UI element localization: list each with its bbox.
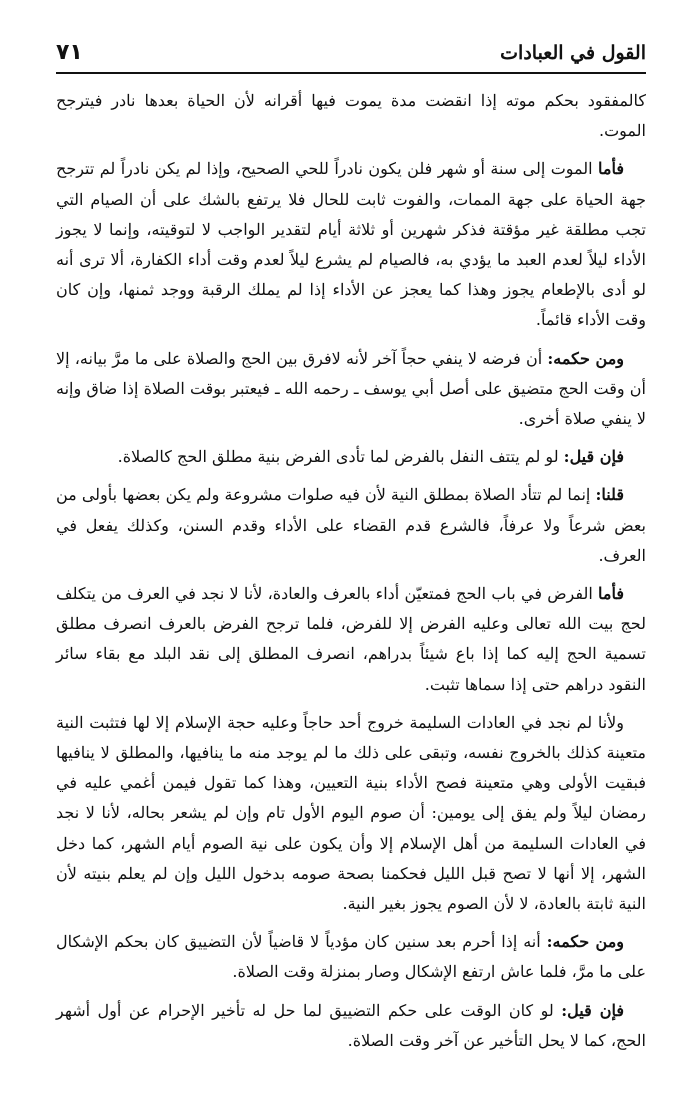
paragraph-text: الفرض في باب الحج فمتعيّن أداء بالعرف والعادة، لأنا لا نجد في العرف من يتكلف لحج بيت الله تعالى وعليه الفرض إلا للفرض، فلما ترجح الفرض بالعرف انصرف مطلق تسمية الحج إليه كما إذا باع شيئاً بدراهم، انصرف المطلق إلى نقد البلد مع بقاء سائر النقود دراهم حتى إذا سماها تثبت.	[56, 584, 647, 694]
paragraph-text: لو كان الوقت على حكم التضييق لما حل له تأخير الإحرام عن أول أشهر الحج، كما لا يحل التأخير عن آخر وقت الصلاة.	[56, 1000, 646, 1050]
paragraph-text: ولأنا لم نجد في العادات السليمة خروج أحد حاجاً وعليه حجة الإسلام إلا لها فتثبت النية متعينة كذلك بالخروج نفسه، وتبقى على ذلك ما لم يوجد منه ما ينافيها، والمطلق لا ينافيها فبقيت الأولى وهي متعينة فصح الأداء بنية التعيين، وهذا كما تقول فيمن أغمي عليه في رمضان ليلاً ولم يفق إلى يومين: أن صوم اليوم الأول تام وإن لم يشعر بحاله، لأنا لا نجد في العادات السليمة من أهل الإسلام إلا وأن يكون على نية الصوم أيام الشهر، كما دخل الشهر، إلا أنها لا تصح قبل الليل فحكمنا بصحة صومه بدخول الليل وإن لم يعلم بنيته لأن النية ثابتة بالعادة، لا لأن الصوم يجوز بغير النية.	[56, 712, 646, 914]
paragraph-text: أن فرضه لا ينفي حجاً آخر لأنه لافرق بين الحج والصلاة على ما مرَّ بيانه، إلا أن وقت الحج متضيق على أصل أبي يوسف ـ رحمه الله ـ فيعتبر بوقت الصلاة إذا ضاق وإنه لا ينفي صلاة أخرى.	[56, 348, 646, 429]
paragraph-lead: فإن قيل:	[561, 1000, 624, 1020]
paragraph-lead: فأما	[598, 584, 624, 604]
paragraph-lead: ومن حكمه:	[547, 348, 624, 368]
paragraph-lead: ومن حكمه:	[546, 932, 624, 952]
paragraph	[56, 708, 646, 919]
paragraph-text: الموت إلى سنة أو شهر فلن يكون نادراً للحي الصحيح، وإذا لم يكن نادراً لم تترجح جهة الحياة على جهة الممات، والفوت ثابت للحال فلا يرتفع بالشك على أن الصيام التي تجب مطلقة غير مؤقتة فذكر شهرين أو ثلاثة أيام لتقدير الواجب لا لتوقيته، وإنما لا يجوز الأداء ليلاً لعدم العبد ما يؤدي به، فالصيام لم يشرع ليلاً لعدم وقت أداء الكفارة، ألا ترى أنه لو أدى بالإطعام يجوز وهذا كما يعجز عن الأداء إذا لم يملك الرقبة ووجد ثمنها، وإن كان وقت الأداء قائماً.	[56, 159, 646, 330]
running-title: القول في العبادات	[500, 42, 646, 64]
paragraph	[56, 480, 646, 571]
paragraph-lead: قلنا:	[595, 485, 624, 505]
paragraph	[56, 154, 646, 335]
paragraph	[56, 442, 646, 472]
paragraph	[56, 927, 646, 987]
paragraph	[56, 579, 646, 700]
page-number: ٧١	[56, 40, 83, 65]
body-text	[56, 86, 646, 1056]
paragraph	[56, 996, 646, 1056]
paragraph	[56, 344, 646, 435]
paragraph-lead: فأما	[598, 159, 624, 179]
paragraph	[56, 86, 646, 146]
paragraph-text: لو لم يتتف النفل بالفرض لما تأدى الفرض بنية مطلق الحج كالصلاة.	[117, 447, 564, 467]
paragraph-lead: فإن قيل:	[563, 447, 624, 467]
paragraph-text: إنما لم تتأد الصلاة بمطلق النية لأن فيه صلوات مشروعة ولم يكن بعضها بأولى من بعض شرعاً ولا عرفاً، فالشرع قدم القضاء على الأداء وقدم السنن، وكذلك يفعل في العرف.	[56, 485, 646, 565]
paragraph-text: كالمفقود بحكم موته إذا انقضت مدة يموت فيها أقرانه لأن الحياة بعدها نادر فيترجح الموت.	[56, 91, 646, 141]
page-header	[56, 38, 646, 74]
paragraph-text: أنه إذا أحرم بعد سنين كان مؤدياً لا قاضياً لأن التضييق كان بحكم الإشكال على ما مرَّ، فلما عاش ارتفع الإشكال وصار بمنزلة وقت الصلاة.	[56, 932, 646, 982]
